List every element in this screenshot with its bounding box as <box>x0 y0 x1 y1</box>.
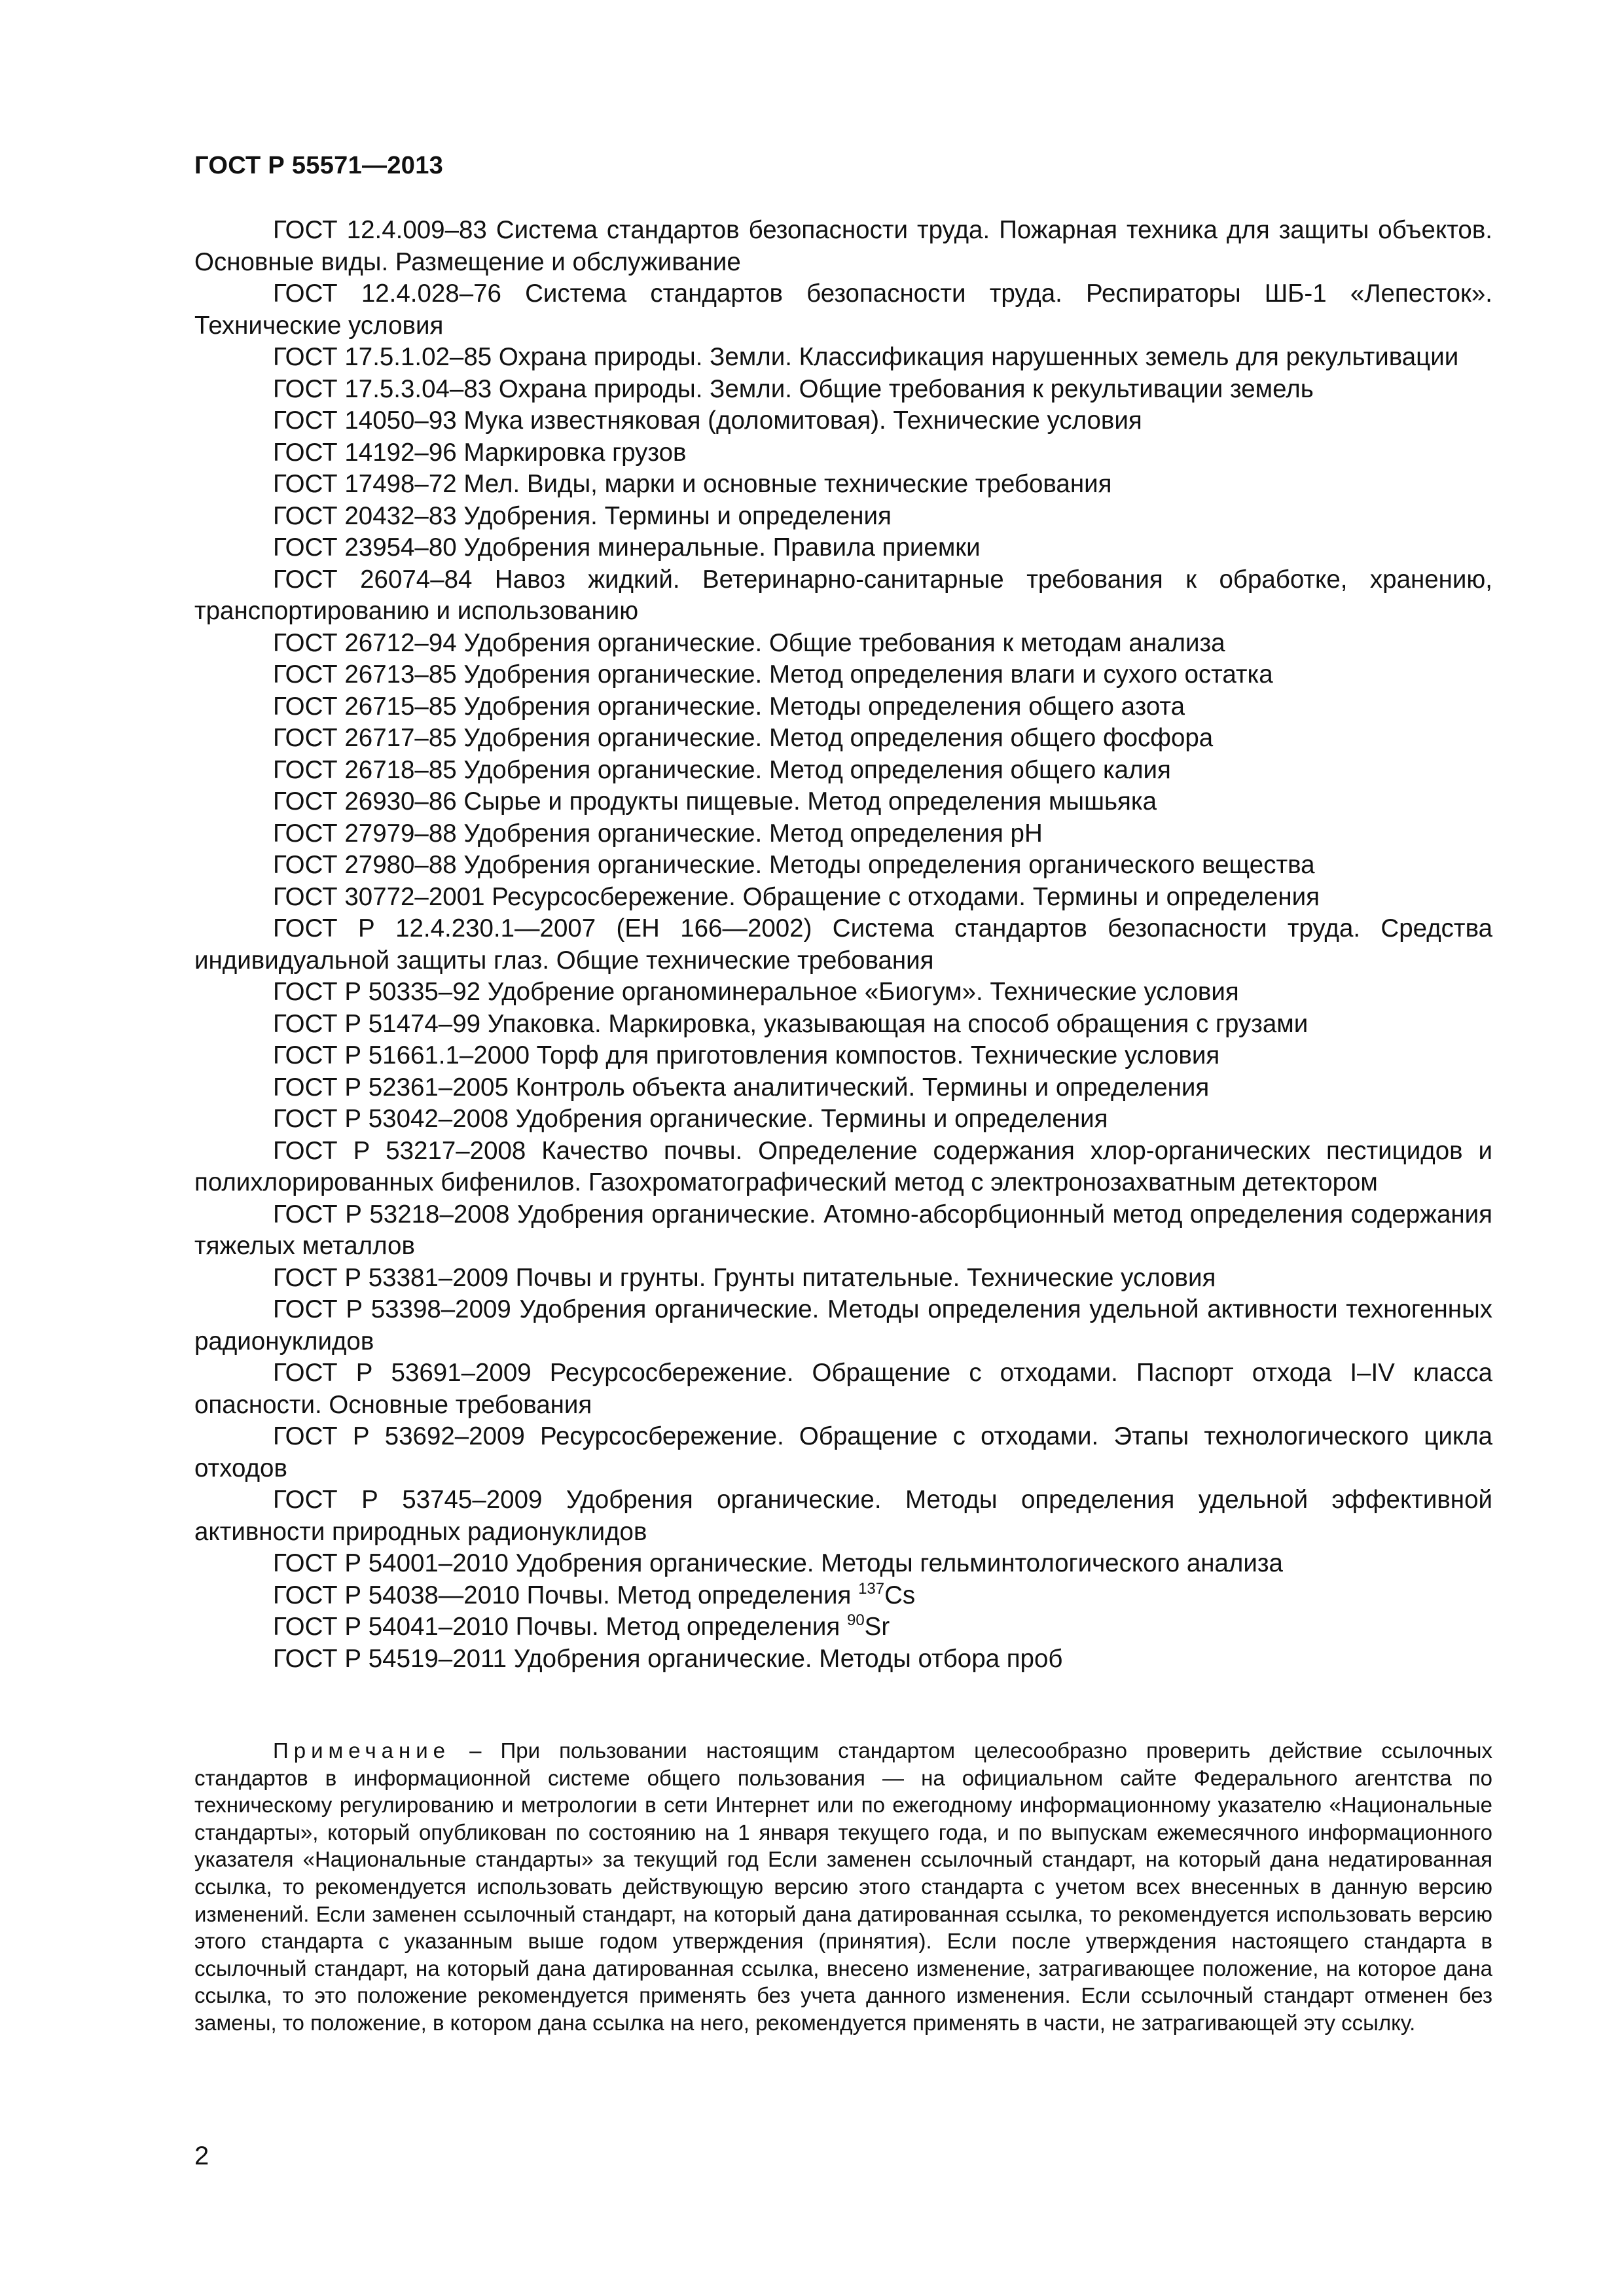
reference-item <box>194 850 1492 882</box>
reference-item <box>194 532 1492 564</box>
note-label: Примечание <box>273 1738 451 1763</box>
reference-item <box>194 1357 1492 1421</box>
isotope-symbol: Cs <box>884 1581 916 1609</box>
reference-item <box>194 374 1492 406</box>
reference-item <box>194 1484 1492 1548</box>
reference-text: ГОСТ 14192–96 Маркировка грузов <box>273 438 687 467</box>
reference-item <box>194 977 1492 1009</box>
reference-text: ГОСТ Р 53691–2009 Ресурсосбережение. Обращение с отходами. Паспорт отхода I–IV класса опасности. Основные требования <box>194 1359 1492 1419</box>
reference-item <box>194 818 1492 850</box>
reference-item <box>194 1263 1492 1295</box>
reference-text: ГОСТ 26074–84 Навоз жидкий. Ветеринарно-санитарные требования к обработке, хранению, транспортированию и использованию <box>194 565 1492 625</box>
reference-text: ГОСТ 12.4.028–76 Система стандартов безопасности труда. Респираторы ШБ-1 «Лепесток». Технические условия <box>194 279 1492 340</box>
reference-text: ГОСТ 26717–85 Удобрения органические. Метод определения общего фосфора <box>273 724 1214 752</box>
normative-references-list <box>194 215 1492 1675</box>
reference-text: ГОСТ Р 52361–2005 Контроль объекта аналитический. Термины и определения <box>273 1073 1210 1102</box>
reference-item <box>194 278 1492 342</box>
reference-text: ГОСТ Р 54519–2011 Удобрения органические. Методы отбора проб <box>273 1644 1063 1673</box>
reference-text: ГОСТ Р 53692–2009 Ресурсосбережение. Обращение с отходами. Этапы технологического цикла отходов <box>194 1422 1492 1482</box>
reference-item <box>194 1421 1492 1484</box>
reference-item <box>194 1580 1492 1612</box>
reference-item <box>194 628 1492 660</box>
reference-item <box>194 755 1492 787</box>
reference-text: ГОСТ Р 54038—2010 Почвы. Метод определения <box>273 1581 859 1609</box>
reference-text: ГОСТ Р 50335–92 Удобрение органоминеральное «Биогум». Технические условия <box>273 978 1239 1006</box>
reference-item <box>194 405 1492 437</box>
reference-item <box>194 469 1492 501</box>
reference-item <box>194 1136 1492 1199</box>
reference-text: ГОСТ 26713–85 Удобрения органические. Метод определения влаги и сухого остатка <box>273 660 1273 689</box>
reference-text: ГОСТ 26712–94 Удобрения органические. Общие требования к методам анализа <box>273 628 1225 657</box>
isotope-symbol: Sr <box>864 1613 890 1641</box>
note-text: – При пользовании настоящим стандартом целесообразно проверить действие ссылочных стандартов в информационной системе общего пользования — на официальном сайте Федерального агентства по техническому регулированию и метрологии в сети Интернет или по ежегодному информационному указателю «Национальные стандарты», который опубликован по состоянию на 1 января текущего года, и по выпускам ежемесячного информационного указателя «Национальные стандарты» за текущий год Если заменен ссылочный стандарт, на который дана недатированная ссылка, то рекомендуется использовать действующую версию этого стандарта с учетом всех внесенных в данную версию изменений. Если заменен ссылочный стандарт, на который дана датированная ссылка, то рекомендуется использовать версию этого стандарта с указанным выше годом утверждения (принятия). Если после утверждения настоящего стандарта в ссылочный стандарт, на который дана датированная ссылка, внесено изменение, затрагивающее положение, на которое дана ссылка, то это положение рекомендуется применять без учета данного изменения. Если ссылочный стандарт отменен без замены, то положение, в котором дана ссылка на него, рекомендуется применять в части, не затрагивающей эту ссылку. <box>194 1738 1492 2035</box>
reference-text: ГОСТ 17.5.1.02–85 Охрана природы. Земли. Классификация нарушенных земель для рекультивации <box>273 343 1459 371</box>
reference-item <box>194 659 1492 691</box>
isotope-mass-number: 137 <box>858 1579 885 1598</box>
reference-item <box>194 1009 1492 1041</box>
isotope-mass-number: 90 <box>846 1611 865 1629</box>
reference-text: ГОСТ 20432–83 Удобрения. Термины и определения <box>273 501 892 530</box>
reference-item <box>194 1294 1492 1357</box>
reference-item <box>194 1103 1492 1136</box>
note-paragraph <box>194 1737 1492 2037</box>
reference-item <box>194 913 1492 977</box>
reference-text: ГОСТ Р 51661.1–2000 Торф для приготовления компостов. Технические условия <box>273 1041 1220 1069</box>
reference-text: ГОСТ 30772–2001 Ресурсосбережение. Обращение с отходами. Термины и определения <box>273 882 1320 911</box>
reference-item <box>194 564 1492 628</box>
reference-text: ГОСТ 26930–86 Сырье и продукты пищевые. Метод определения мышьяка <box>273 787 1157 816</box>
reference-text: ГОСТ 23954–80 Удобрения минеральные. Правила приемки <box>273 533 981 562</box>
reference-item <box>194 786 1492 818</box>
reference-item <box>194 1199 1492 1263</box>
reference-text: ГОСТ Р 53217–2008 Качество почвы. Определение содержания хлор-органических пестицидов и полихлорированных бифенилов. Газохроматографический метод с электронозахватным детектором <box>194 1136 1492 1196</box>
reference-text: ГОСТ Р 53398–2009 Удобрения органические. Методы определения удельной активности техногенных радионуклидов <box>194 1295 1492 1355</box>
reference-text: ГОСТ 26715–85 Удобрения органические. Методы определения общего азота <box>273 692 1185 721</box>
reference-text: ГОСТ Р 12.4.230.1—2007 (ЕН 166—2002) Система стандартов безопасности труда. Средства индивидуальной защиты глаз. Общие технические требования <box>194 914 1492 975</box>
reference-item <box>194 437 1492 469</box>
reference-text: ГОСТ 27980–88 Удобрения органические. Методы определения органического вещества <box>273 851 1315 879</box>
reference-text: ГОСТ Р 53218–2008 Удобрения органические. Атомно-абсорбционный метод определения содержания тяжелых металлов <box>194 1200 1492 1260</box>
reference-item <box>194 1643 1492 1676</box>
reference-item <box>194 215 1492 278</box>
reference-text: ГОСТ 26718–85 Удобрения органические. Метод определения общего калия <box>273 755 1171 784</box>
reference-text: ГОСТ Р 54001–2010 Удобрения органические. Методы гельминтологического анализа <box>273 1549 1283 1577</box>
reference-item <box>194 1548 1492 1580</box>
reference-text: ГОСТ 27979–88 Удобрения органические. Метод определения рН <box>273 819 1043 848</box>
reference-text: ГОСТ 12.4.009–83 Система стандартов безопасности труда. Пожарная техника для защиты объектов. Основные виды. Размещение и обслуживание <box>194 216 1492 276</box>
reference-item <box>194 882 1492 914</box>
reference-text: ГОСТ 17498–72 Мел. Виды, марки и основные технические требования <box>273 470 1112 498</box>
reference-text: ГОСТ Р 54041–2010 Почвы. Метод определения <box>273 1613 847 1641</box>
reference-text: ГОСТ Р 53745–2009 Удобрения органические. Методы определения удельной эффективной активности природных радионуклидов <box>194 1486 1492 1546</box>
reference-item <box>194 1072 1492 1104</box>
reference-text: ГОСТ Р 53042–2008 Удобрения органические. Термины и определения <box>273 1105 1108 1133</box>
document-header: ГОСТ Р 55571—2013 <box>194 152 444 179</box>
reference-text: ГОСТ Р 53381–2009 Почвы и грунты. Грунты питательные. Технические условия <box>273 1263 1216 1292</box>
reference-item <box>194 691 1492 723</box>
reference-item <box>194 501 1492 533</box>
reference-item <box>194 723 1492 755</box>
reference-text: ГОСТ 17.5.3.04–83 Охрана природы. Земли. Общие требования к рекультивации земель <box>273 374 1314 403</box>
reference-item <box>194 342 1492 374</box>
reference-item <box>194 1040 1492 1072</box>
page-number: 2 <box>194 2142 209 2170</box>
reference-item <box>194 1611 1492 1643</box>
reference-text: ГОСТ 14050–93 Мука известняковая (доломитовая). Технические условия <box>273 406 1142 435</box>
reference-text: ГОСТ Р 51474–99 Упаковка. Маркировка, указывающая на способ обращения с грузами <box>273 1009 1308 1038</box>
